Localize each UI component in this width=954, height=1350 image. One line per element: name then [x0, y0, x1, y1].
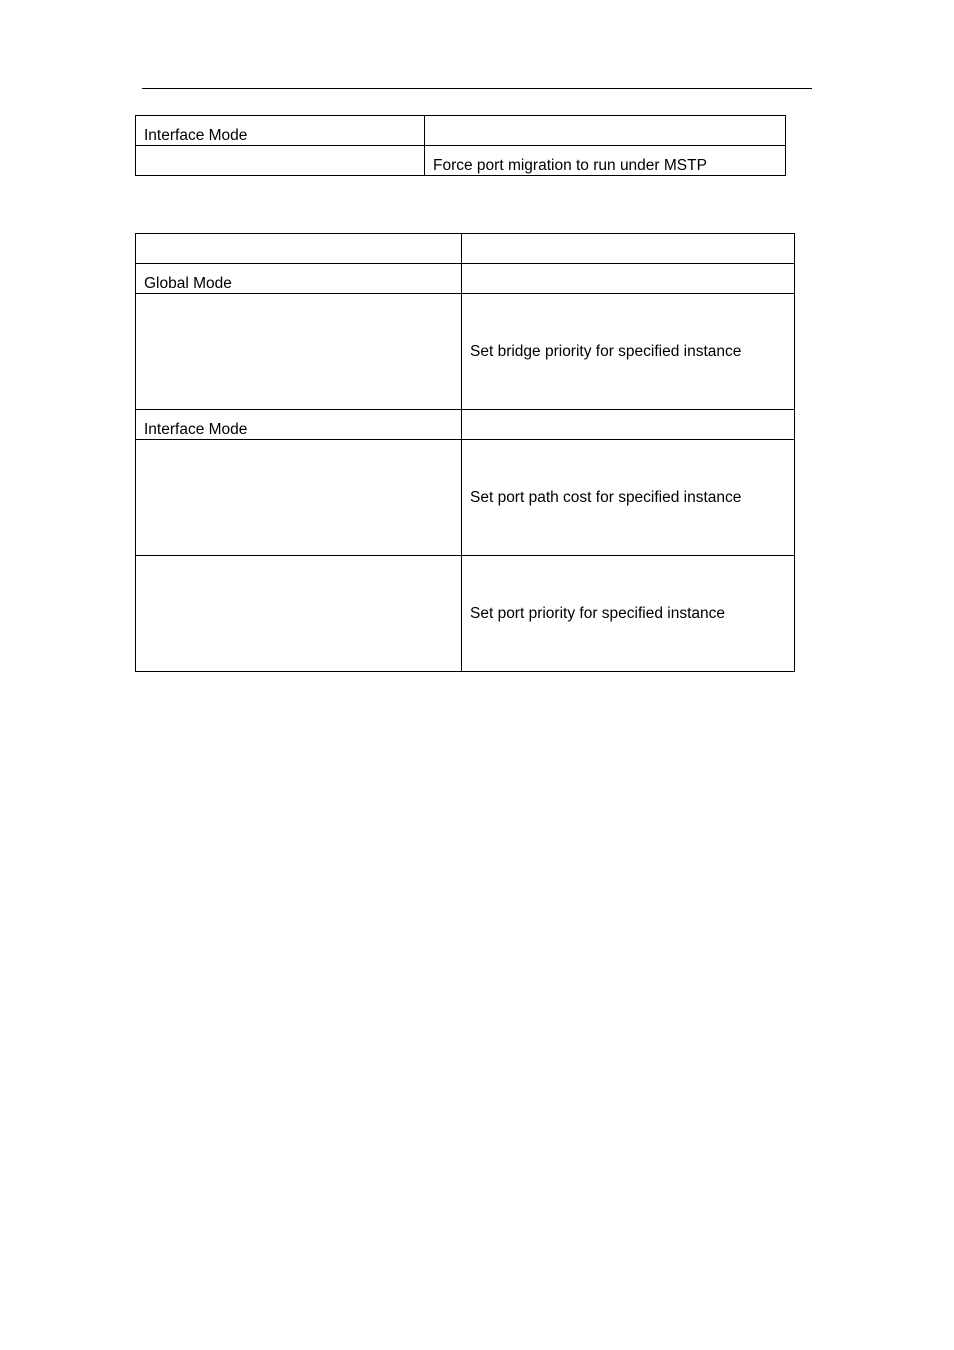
table-row [136, 410, 795, 440]
mode-cell: Global Mode [136, 264, 462, 294]
mode-command-table-1 [135, 115, 786, 176]
description-cell [425, 116, 786, 146]
command-cell [136, 556, 462, 672]
description-cell: Set port path cost for specified instance [462, 440, 795, 556]
mode-command-table-2 [135, 233, 795, 672]
command-cell [136, 146, 425, 176]
table-row [136, 440, 795, 556]
table-row [136, 556, 795, 672]
table-row [136, 234, 795, 264]
description-cell: Set port priority for specified instance [462, 556, 795, 672]
description-cell: Set bridge priority for specified instance [462, 294, 795, 410]
command-cell [136, 440, 462, 556]
header-cell [462, 234, 795, 264]
command-cell [136, 294, 462, 410]
description-cell [462, 264, 795, 294]
header-cell [136, 234, 462, 264]
description-cell [462, 410, 795, 440]
mode-cell: Interface Mode [136, 116, 425, 146]
header-rule [142, 88, 812, 89]
table-row [136, 116, 786, 146]
description-cell: Force port migration to run under MSTP [425, 146, 786, 176]
table-row [136, 146, 786, 176]
table-row [136, 264, 795, 294]
table-row [136, 294, 795, 410]
mode-cell: Interface Mode [136, 410, 462, 440]
